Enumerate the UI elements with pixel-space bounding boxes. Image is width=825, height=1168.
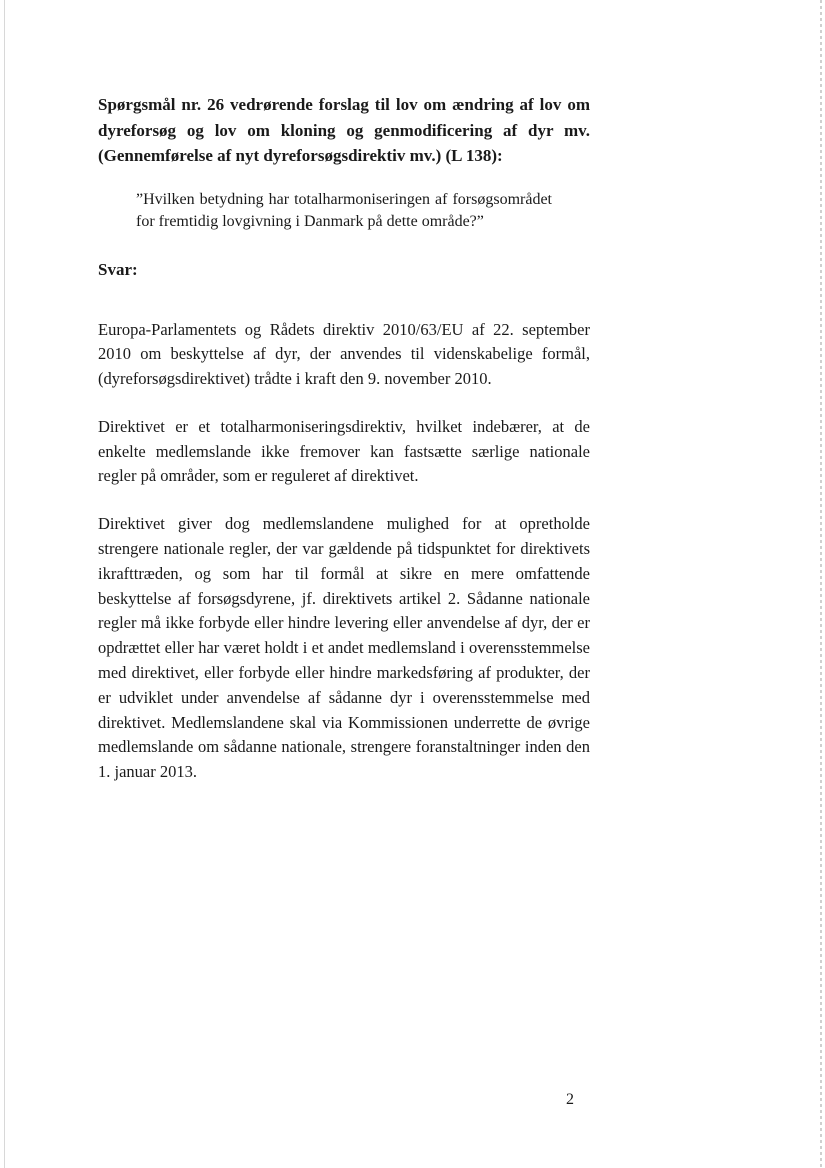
answer-label: Svar: bbox=[98, 259, 138, 279]
question-text: ”Hvilken betydning har totalharmoniseringen af forsøgsområdet for fremtidig lovgivning i Danmark på dette område?” bbox=[136, 190, 552, 230]
answer-paragraph-3: Direktivet giver dog medlemslandene mulighed for at opretholde strengere nationale regler, der var gældende på tidspunktet for direktivets ikrafttræden, og som har til formål at sikre en mere omfattende beskyttelse af forsøgsdyrene, jf. direktivets artikel 2. Sådanne nationale regler må ikke forbyde eller hindre levering eller anvendelse af dyr, der er opdrættet eller har været holdt i et andet medlemsland i overensstemmelse med direktivet, eller forbyde eller hindre markedsføring af produkter, der er udviklet under anvendelse af sådanne dyr i overensstemmelse med direktivet. Medlemslandene skal via Kommissionen underrette de øvrige medlemslande om sådanne nationale, strengere foranstaltninger inden den 1. januar 2013. bbox=[98, 514, 590, 782]
answer-paragraph-2: Direktivet er et totalharmoniseringsdirektiv, hvilket indebærer, at de enkelte medlemslande ikke fremover kan fastsætte særlige nationale regler på områder, som er reguleret af direktivet. bbox=[98, 416, 590, 486]
question-heading: Spørgsmål nr. 26 vedrørende forslag til lov om ændring af lov om dyreforsøg og lov om kloning og genmodificering af dyr mv. (Gennemførelse af nyt dyreforsøgsdirektiv mv.) (L 138): bbox=[98, 95, 590, 165]
scan-edge-left bbox=[4, 0, 5, 1168]
document-page bbox=[98, 92, 590, 785]
page-number: 2 bbox=[566, 1091, 574, 1108]
scan-edge-right bbox=[820, 0, 822, 1168]
answer-paragraph-1: Europa-Parlamentets og Rådets direktiv 2010/63/EU af 22. september 2010 om beskyttelse af dyr, der anvendes til videnskabelige formål, (dyreforsøgsdirektivet) trådte i kraft den 9. november 2010. bbox=[98, 319, 590, 389]
